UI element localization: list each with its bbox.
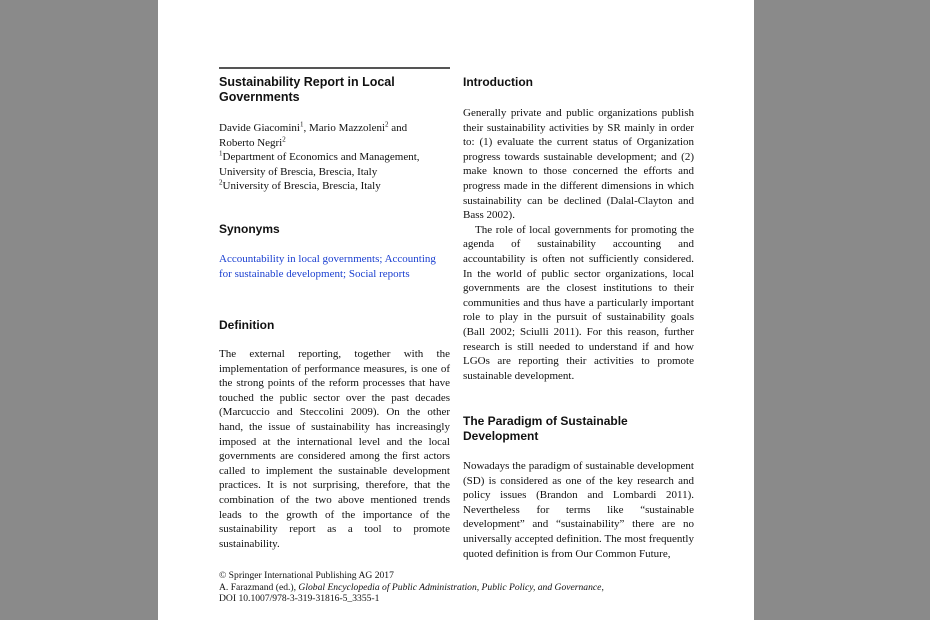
author-2: , Mario Mazzoleni xyxy=(303,122,386,134)
aff-2-sup: 2 xyxy=(219,178,223,187)
paradigm-text: Nowadays the paradigm of sustainable development (SD) is considered as one of the key research and policy issues (Brandon and Lombardi 2011). Nevertheless for terms like “sustainable development” and “sustainability” there are no universally accepted definition. The most frequently quoted definition is from Our Common Future, xyxy=(463,460,694,560)
definition-heading: Definition xyxy=(219,318,275,332)
affiliation-2: University of Brescia, Brescia, Italy xyxy=(222,180,381,193)
document-page xyxy=(158,0,754,620)
paradigm-section xyxy=(463,414,694,444)
definition-body xyxy=(219,347,450,551)
author-and: and xyxy=(388,122,408,134)
synonyms-section xyxy=(219,222,450,237)
synonyms-line-2[interactable]: for sustainable development; Social reports xyxy=(219,267,410,280)
title-rule xyxy=(219,67,450,69)
title-line-2: Governments xyxy=(219,90,300,104)
definition-text: The external reporting, together with the implementation of performance measures, is one of the strong points of the reform processes that have touched the public sector over the past decades (Marcuccio and Steccolini 2009). On the other hand, the issue of sustainability has increasingly imposed at the international level and the local governments are considered among the first actors called to implement the sustainable development practices. It is not surprising, therefore, that the combination of the two above mentioned trends leads to the growth of the importance of the sustainability report as a tool to promote sustainability. xyxy=(219,348,450,550)
footer-citation xyxy=(219,570,689,605)
footer-comma: , xyxy=(601,581,604,593)
footer-doi[interactable]: DOI 10.1007/978-3-319-31816-5_3355-1 xyxy=(219,593,380,605)
paradigm-heading-line-1: The Paradigm of Sustainable xyxy=(463,414,628,428)
footer-book-title: Global Encyclopedia of Public Administration, Public Policy, and Governance xyxy=(298,581,602,593)
paradigm-heading-line-2: Development xyxy=(463,429,539,443)
footer-editor: A. Farazmand (ed.), xyxy=(219,581,299,593)
definition-section xyxy=(219,318,450,333)
author-3-sup: 2 xyxy=(282,134,286,143)
author-block xyxy=(219,121,450,194)
article-title xyxy=(219,75,450,105)
synonyms-line-1[interactable]: Accountability in local governments; Accounting xyxy=(219,253,436,265)
synonyms-heading: Synonyms xyxy=(219,222,280,236)
author-1-sup: 1 xyxy=(299,120,304,129)
footer-copyright: © Springer International Publishing AG 2017 xyxy=(219,570,394,581)
introduction-heading: Introduction xyxy=(463,75,533,89)
introduction-body xyxy=(463,106,694,383)
author-1: Davide Giacomini xyxy=(219,122,300,134)
title-line-1: Sustainability Report in Local xyxy=(219,75,395,89)
aff-1-sup: 1 xyxy=(219,149,223,158)
affiliation-1b: University of Brescia, Brescia, Italy xyxy=(219,165,378,178)
footer-source xyxy=(219,582,689,594)
affiliation-1: Department of Economics and Management, xyxy=(222,151,420,164)
synonyms-links xyxy=(219,252,450,281)
author-3: Roberto Negri xyxy=(219,136,283,149)
paradigm-body xyxy=(463,459,694,561)
introduction-paragraph-1: Generally private and public organizations publish their sustainability activities by SR mainly in order to: (1) evaluate the current status of Organization progress towards sustainable development; and (2) make known to those concerned the efforts and progress made in the different dimensions in which sustainability can be declined (Dalal-Clayton and Bass 2002). xyxy=(463,107,694,222)
introduction-section xyxy=(463,75,694,90)
author-2-sup: 2 xyxy=(385,120,389,129)
introduction-paragraph-2: The role of local governments for promoting the agenda of sustainability accounting and accountability is often not sufficiently considered. In the world of public sector organizations, local governments are the closest institutions to their communities and thus have a particularly important role to play in the pursuit of sustainability goals (Ball 2002; Sciulli 2011). For this reason, further research is still needed to understand if and how LGOs are reporting their activities to promote sustainable development. xyxy=(463,223,694,382)
